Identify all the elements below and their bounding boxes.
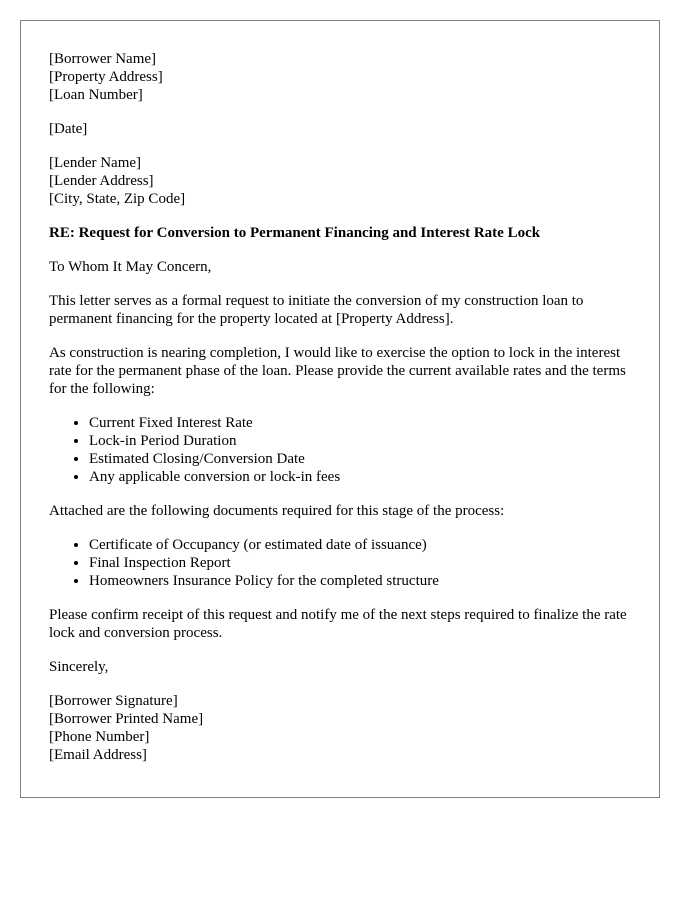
borrower-phone: [Phone Number] [49, 729, 150, 745]
list-item: • Any applicable conversion or lock-in fees [89, 468, 631, 486]
rate-terms-list [49, 414, 631, 486]
recipient-city-state-zip: [City, State, Zip Code] [49, 191, 186, 207]
subject-line: RE: Request for Conversion to Permanent Financing and Interest Rate Lock [49, 225, 541, 241]
list-item: • Certificate of Occupancy (or estimated date of issuance) [89, 536, 631, 554]
sender-property-address: [Property Address] [49, 69, 163, 85]
recipient-name: [Lender Name] [49, 155, 142, 171]
signature-block [49, 692, 631, 764]
sender-name: [Borrower Name] [49, 51, 157, 67]
letter-date: [Date] [49, 121, 88, 137]
list-item: • Current Fixed Interest Rate [89, 414, 631, 432]
salutation: To Whom It May Concern, [49, 259, 212, 275]
sender-loan-number: [Loan Number] [49, 87, 143, 103]
borrower-signature: [Borrower Signature] [49, 693, 178, 709]
paragraph-intro: This letter serves as a formal request to initiate the conversion of my construction loan to permanent financing for the property located at [Property Address]. [49, 293, 584, 327]
paragraph-attachments-intro: Attached are the following documents required for this stage of the process: [49, 503, 505, 519]
sign-off: Sincerely, [49, 659, 109, 675]
borrower-printed-name: [Borrower Printed Name] [49, 711, 204, 727]
recipient-block [49, 154, 631, 208]
list-item: • Estimated Closing/Conversion Date [89, 450, 631, 468]
sender-block [49, 50, 631, 104]
paragraph-rate-request: As construction is nearing completion, I would like to exercise the option to lock in the interest rate for the permanent phase of the loan. Please provide the current available rates and the terms for the following: [49, 345, 626, 397]
letter-page [20, 20, 660, 798]
list-item: • Homeowners Insurance Policy for the completed structure [89, 572, 631, 590]
list-item: • Final Inspection Report [89, 554, 631, 572]
recipient-address: [Lender Address] [49, 173, 154, 189]
date-block [49, 120, 631, 138]
list-item: • Lock-in Period Duration [89, 432, 631, 450]
attached-documents-list [49, 536, 631, 590]
paragraph-closing: Please confirm receipt of this request and notify me of the next steps required to finalize the rate lock and conversion process. [49, 607, 627, 641]
borrower-email: [Email Address] [49, 747, 147, 763]
